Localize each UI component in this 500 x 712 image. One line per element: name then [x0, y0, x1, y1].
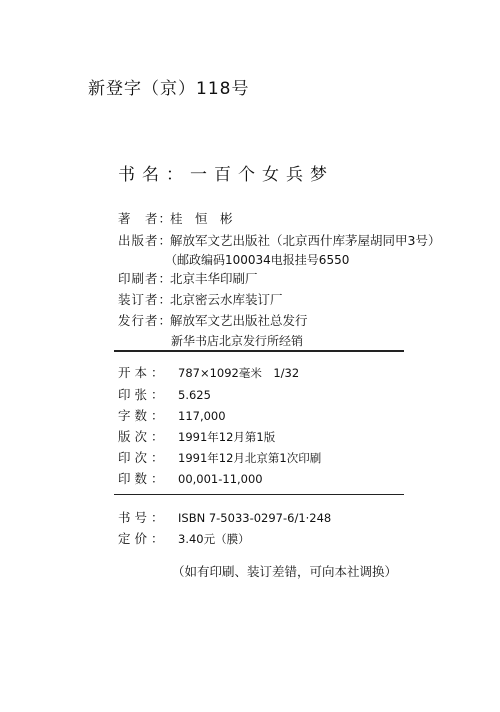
word-count-label: 字数： — [118, 408, 168, 423]
divider-top — [114, 350, 404, 352]
author-row — [118, 209, 233, 227]
word-count-row — [118, 406, 226, 424]
printing-row — [118, 448, 321, 466]
sheets-row — [118, 385, 211, 403]
printer-label: 印刷者： — [118, 271, 173, 286]
distributor-row — [118, 311, 308, 329]
isbn-row — [118, 508, 331, 526]
distributor-value: 解放军文艺出版社总发行 — [170, 313, 308, 328]
printer-value: 北京丰华印刷厂 — [170, 271, 258, 286]
binder-label: 装订者： — [118, 292, 173, 307]
printing-value: 1991年12月北京第1次印刷 — [178, 451, 322, 465]
word-count-value: 117,000 — [178, 409, 226, 423]
format-value: 787×1092毫米 1/32 — [178, 366, 300, 380]
price-label: 定价： — [118, 531, 168, 546]
isbn-label: 书号： — [118, 510, 168, 525]
binder-value: 北京密云水库装订厂 — [170, 292, 283, 307]
price-value: 3.40元（膜） — [178, 532, 250, 546]
divider-bottom — [114, 494, 404, 495]
edition-row — [118, 427, 275, 445]
print-run-row — [118, 469, 263, 487]
print-run-label: 印数： — [118, 471, 168, 486]
price-row — [118, 529, 250, 547]
edition-value: 1991年12月第1版 — [178, 430, 276, 444]
distributor-line-2: 新华书店北京发行所经销 — [171, 334, 304, 348]
isbn-value: ISBN 7-5033-0297-6/1·248 — [178, 511, 332, 525]
book-title: 书名：一百个女兵梦 — [118, 165, 334, 185]
publisher-label: 出版者： — [118, 233, 173, 248]
registration-number: 新登字（京）118号 — [88, 79, 250, 99]
binder-row — [118, 290, 283, 308]
print-run-value: 00,001-11,000 — [178, 472, 263, 486]
publisher-row — [118, 231, 440, 249]
printer-row — [118, 269, 258, 287]
printing-label: 印次： — [118, 450, 168, 465]
author-label: 著 者： — [118, 211, 173, 226]
author-value: 桂 恒 彬 — [170, 211, 233, 226]
distributor-label: 发行者： — [118, 313, 173, 328]
format-row — [118, 363, 299, 381]
sheets-value: 5.625 — [178, 388, 211, 402]
format-label: 开本： — [118, 365, 168, 380]
publisher-postal-line: （邮政编码100034电报挂号6550 — [165, 253, 350, 267]
sheets-label: 印张： — [118, 387, 168, 402]
edition-label: 版次： — [118, 429, 168, 444]
publisher-value: 解放军文艺出版社（北京西什库茅屋胡同甲3号） — [170, 233, 441, 248]
errata-note: （如有印刷、装订差错，可向本社调换） — [172, 564, 398, 579]
